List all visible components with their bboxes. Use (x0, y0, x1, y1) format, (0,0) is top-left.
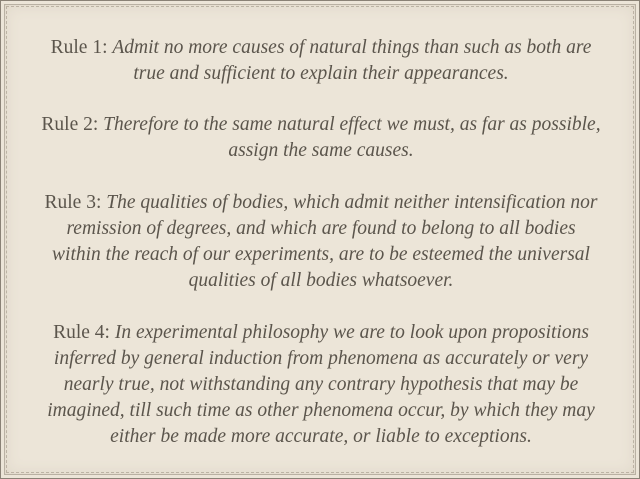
rule-2-text: Therefore to the same natural effect we must, as far as possible, assign the same causes. (103, 114, 601, 161)
rule-3 (41, 190, 601, 294)
rule-4-label: Rule 4: (53, 322, 110, 343)
rule-1-label: Rule 1: (50, 37, 108, 58)
rule-4 (41, 320, 601, 450)
rule-3-label: Rule 3: (44, 192, 102, 213)
rule-4-text: In experimental philosophy we are to look upon propositions inferred by general induction from phenomena as accurately or very nearly true, not withstanding any contrary hypothesis that may be imagined, till such time as other phenomena occur, by which they may either be made more accurate, or liable to exceptions. (47, 322, 595, 447)
rule-1-text: Admit no more causes of natural things than such as both are true and sufficient to explain their appearances. (112, 37, 592, 84)
rule-2 (41, 112, 601, 164)
rule-2-label: Rule 2: (41, 114, 99, 135)
rule-3-text: The qualities of bodies, which admit neither intensification nor remission of degrees, and which are found to belong to all bodies within the reach of our experiments, are to be esteemed the universal qualities of all bodies whatsoever. (52, 192, 598, 291)
rule-1 (41, 35, 601, 87)
